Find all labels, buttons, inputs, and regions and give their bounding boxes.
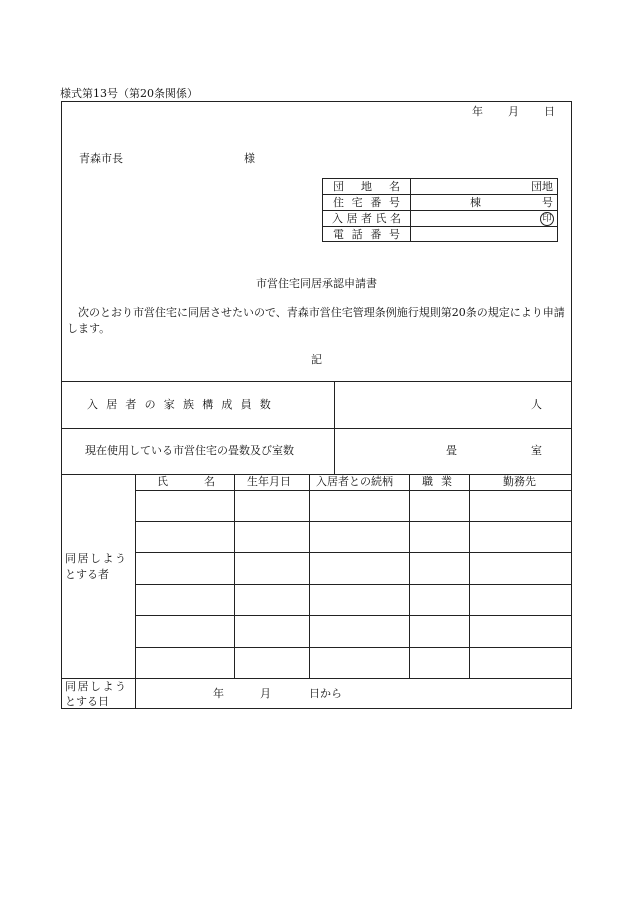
- header-name-2: 名: [204, 475, 215, 488]
- divider-line: [309, 474, 310, 678]
- info-row-jutaku: [323, 194, 557, 210]
- document-title: 市営住宅同居承認申請書: [256, 277, 377, 290]
- divider-line: [409, 474, 410, 678]
- header-occupation: 職業: [422, 475, 460, 488]
- family-count-label: 入居者の家族構成員数: [87, 398, 279, 411]
- divider-line: [135, 552, 572, 553]
- divider-line: [61, 381, 572, 382]
- addressee: 青森市長: [79, 152, 123, 165]
- date-year: 年: [472, 105, 483, 118]
- nyukyo-label: 入居者氏名: [323, 211, 411, 226]
- applicant-info-table: [322, 178, 558, 242]
- date-day: 日: [544, 105, 555, 118]
- divider-line: [135, 647, 572, 648]
- info-row-denwa: [323, 226, 557, 242]
- mune-unit: 棟: [470, 196, 481, 209]
- room-count-unit: 室: [531, 444, 542, 457]
- danchi-suffix: 団地: [531, 180, 553, 193]
- header-relation: 入居者との続柄: [316, 475, 393, 488]
- info-row-danchi: [323, 179, 557, 195]
- tatami-unit: 畳: [446, 444, 457, 457]
- request-paragraph: 次のとおり市営住宅に同居させたいので、青森市営住宅管理条例施行規則第20条の規定により申請します。: [67, 306, 565, 335]
- divider-line: [135, 521, 572, 522]
- family-count-unit: 人: [531, 398, 542, 411]
- danchi-label: 団地名: [323, 179, 411, 194]
- start-year: 年: [213, 687, 224, 700]
- divider-line: [334, 381, 335, 474]
- header-name-1: 氏: [157, 475, 168, 488]
- denwa-label: 電話番号: [323, 227, 411, 242]
- divider-line: [61, 428, 572, 429]
- header-birthdate: 生年月日: [247, 475, 291, 488]
- go-unit: 号: [542, 196, 553, 209]
- start-label-line2: とする日: [65, 695, 109, 708]
- divider-line: [135, 584, 572, 585]
- date-month: 月: [508, 105, 519, 118]
- jutaku-label: 住宅番号: [323, 195, 411, 210]
- rooms-label: 現在使用している市営住宅の畳数及び室数: [85, 444, 294, 457]
- start-month: 月: [260, 687, 271, 700]
- divider-line: [469, 474, 470, 678]
- start-label-line1: 同居しよう: [65, 680, 128, 693]
- cohabitants-label-line2: とする者: [65, 568, 109, 581]
- addressee-honorific: 様: [244, 152, 255, 165]
- ki-mark: 記: [311, 353, 322, 366]
- divider-line: [135, 474, 136, 709]
- form-number-label: 様式第13号（第20条関係）: [60, 87, 198, 100]
- cohabitants-label-line1: 同居しよう: [65, 552, 128, 565]
- divider-line: [135, 615, 572, 616]
- header-workplace: 勤務先: [503, 475, 536, 488]
- divider-line: [61, 678, 572, 679]
- divider-line: [234, 474, 235, 678]
- seal-mark: 印: [540, 212, 554, 226]
- start-day-from: 日から: [309, 687, 342, 700]
- info-row-nyukyo: [323, 210, 557, 226]
- divider-line: [135, 490, 572, 491]
